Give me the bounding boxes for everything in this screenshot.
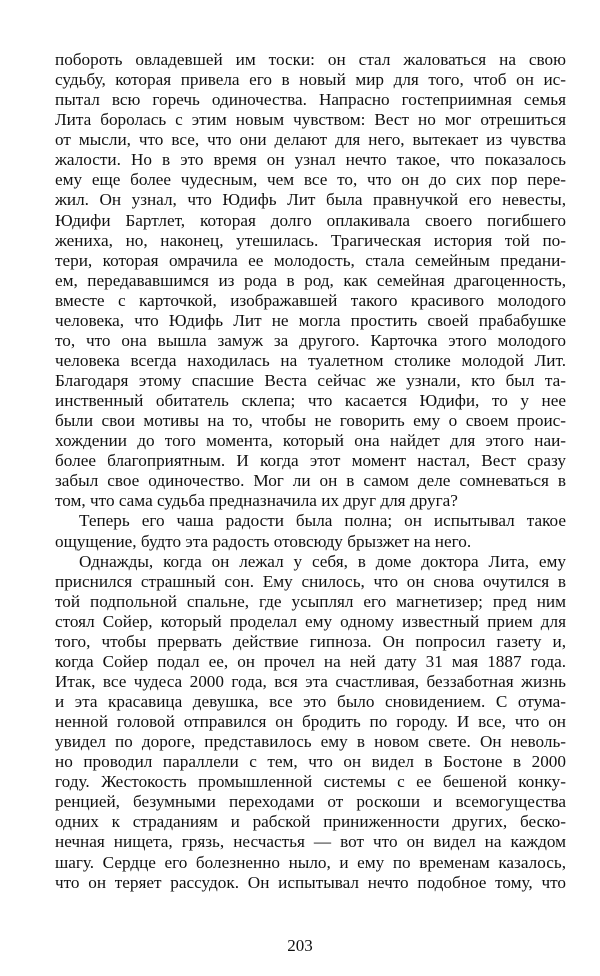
- text-line: Благодаря этому спасшие Веста сейчас же узнали, кто был та-: [55, 371, 566, 390]
- text-line: стоял Сойер, который проделал ему одному известный прием для: [55, 611, 566, 631]
- text-line: Итак, все чудеса 2000 года, вся эта счастливая, беззаботная жизнь: [55, 671, 566, 691]
- text-line: увидел по дороге, представилось ему в новом свете. Он неволь-: [55, 732, 566, 752]
- text-line: жил. Он узнал, что Юдифь Лит была правнучкой его невесты,: [55, 190, 566, 210]
- text-line: ренцией, безумными переходами от роскоши и всемогущества: [55, 792, 566, 812]
- text-line: то, что она вышла замуж за другого. Карточка этого молодого: [55, 330, 566, 350]
- text-line: когда Сойер подал ее, он прочел на ней дату 31 мая 1887 года.: [55, 651, 566, 671]
- text-line: Однажды, когда он лежал у себя, в доме доктора Лита, ему: [79, 551, 566, 571]
- text-line: Лита боролась с этим новым чувством: Вест но мог отрешиться: [55, 110, 566, 130]
- text-line: Юдифи Бартлет, которая долго оплакивала своего погибшего: [55, 210, 566, 230]
- text-line: инственный обитатель склепа; что касается Юдифи, то у нее: [55, 391, 566, 411]
- text-line: забыл свое одиночество. Мог ли он в самом деле сомневаться в: [55, 471, 566, 491]
- text-line: нечная нищета, грязь, несчастья — вот что он видел на каждом: [55, 832, 566, 852]
- text-line: человека всегда находилась на туалетном столике молодой Лит.: [55, 350, 566, 370]
- text-line: году. Жестокость промышленной системы с ее бешеной конку-: [55, 772, 566, 792]
- text-line: ощущение, будто эта радость отовсюду брызжет на него.: [55, 531, 472, 551]
- text-line: но проводил параллели с тем, что он видел в Бостоне в 2000: [55, 752, 566, 772]
- text-line: того, чтобы прервать действие гипноза. Он попросил газету и,: [55, 631, 566, 651]
- text-line: жалости. Но в это время он узнал нечто такое, что показалось: [55, 150, 566, 170]
- text-line: вместе с карточкой, изображавшей такого красивого молодого: [55, 290, 566, 310]
- text-line: жениха, но, наконец, утешилась. Трагическая история той по-: [55, 230, 566, 250]
- text-line: том, что сама судьба предназначила их друг для друга?: [55, 491, 458, 511]
- text-line: от мысли, что все, что они делают для него, вытекает из чувства: [55, 130, 566, 150]
- text-line: Теперь его чаша радости была полна; он испытывал такое: [79, 511, 566, 531]
- text-line: тери, которая омрачила ее молодость, стала семейным предани-: [55, 250, 566, 270]
- text-line: шагу. Сердце его болезненно ныло, и ему по временам казалось,: [55, 852, 566, 872]
- text-line: той подпольной спальне, где усыплял его магнетизер; пред ним: [55, 591, 566, 611]
- text-line: человека, что Юдифь Лит не могла простить своей прабабушке: [55, 310, 566, 330]
- text-line: ему еще более чудесным, чем все то, что он до сих пор пере-: [55, 170, 566, 190]
- text-line: ненной головой отправился он бродить по городу. И все, что он: [55, 712, 566, 732]
- text-line: судьбу, которая привела его в новый мир для того, чтоб он ис-: [55, 70, 566, 90]
- text-line: что он теряет рассудок. Он испытывал нечто подобное тому, что: [55, 872, 566, 892]
- paragraph: [55, 552, 566, 893]
- text-line: приснился страшный сон. Ему снилось, что он снова очутился в: [55, 571, 566, 591]
- text-line: более благоприятным. И когда этот момент настал, Вест сразу: [55, 451, 566, 471]
- page-number: 203: [287, 936, 313, 955]
- page-body-text: [55, 50, 566, 893]
- paragraph: [55, 511, 566, 551]
- text-line: и эта красавица девушка, все это было сновидением. С отума-: [55, 692, 566, 711]
- paragraph: [55, 50, 566, 511]
- text-line: одних к страданиям и рабской приниженности других, беско-: [55, 812, 566, 832]
- text-line: пытал всю горечь одиночества. Напрасно гостеприимная семья: [55, 90, 566, 110]
- text-line: хождении до того момента, который она найдет для этого наи-: [55, 431, 566, 451]
- text-line: были свои мотивы на то, чтобы не говорить ему о своем проис-: [55, 411, 566, 431]
- text-line: побороть овладевшей им тоски: он стал жаловаться на свою: [55, 50, 566, 69]
- text-line: ем, передававшимся из рода в род, как семейная драгоценность,: [55, 270, 566, 290]
